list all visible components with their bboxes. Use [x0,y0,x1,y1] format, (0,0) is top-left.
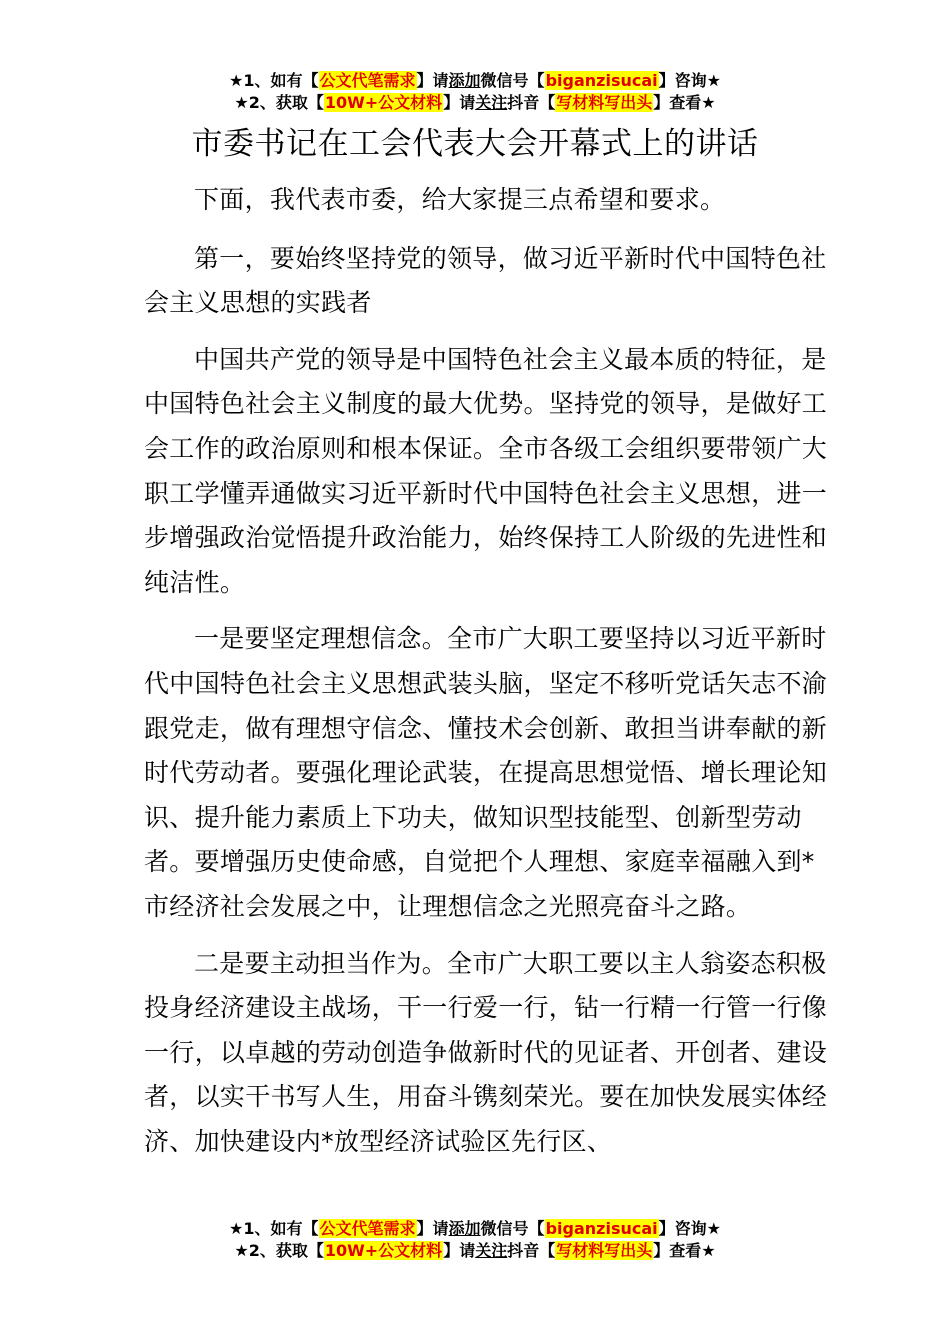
promo-underline: 关注 [475,1241,508,1260]
paragraph: 一是要坚定理想信念。全市广大职工要坚持以习近平新时代中国特色社会主义思想武装头脑，坚定不移听党话矢志不渝跟党走，做有理想守信念、懂技术会创新、敢担当讲奉献的新时代劳动者。要强化理论武装，在提高思想觉悟、增长理论知识、提升能力素质上下功夫，做知识型技能型、创新型劳动者。要增强历史使命感，自觉把个人理想、家庭幸福融入到*市经济社会发展之中，让理想信念之光照亮奋斗之路。 [144,624,828,921]
promo-text: ★1、如有【 [229,71,319,90]
promo-line-2 [0,92,950,114]
promo-text: 】咨询★ [658,71,721,90]
paragraph: 下面，我代表市委，给大家提三点希望和要求。 [194,185,726,214]
promo-text: 抖音【 [507,1241,556,1260]
promo-line-1 [0,1218,950,1240]
promo-text: 微信号【 [480,1219,545,1238]
promo-text: 】请 [443,1241,476,1260]
promo-line-1 [0,70,950,92]
promo-highlight: 公文代笔需求 [319,71,416,90]
promo-text: 】查看★ [653,1241,716,1260]
promo-text: 】请 [416,1219,449,1238]
document-body [144,178,834,1176]
promo-highlight: 10W+公文材料 [324,1241,443,1260]
promo-text: 抖音【 [507,93,556,112]
promo-underline: 添加 [448,1219,481,1238]
footer-promo-banner [0,1218,950,1262]
wechat-id-highlight: biganzisucai [545,1219,658,1238]
promo-highlight: 10W+公文材料 [324,93,443,112]
promo-line-2 [0,1240,950,1262]
promo-underline: 添加 [448,71,481,90]
promo-highlight: 公文代笔需求 [319,1219,416,1238]
wechat-id-highlight: biganzisucai [545,71,658,90]
promo-text: 】请 [443,93,476,112]
promo-text: ★2、获取【 [234,93,324,112]
promo-text: 】咨询★ [658,1219,721,1238]
promo-text: ★1、如有【 [229,1219,319,1238]
promo-text: 微信号【 [480,71,545,90]
douyin-id-highlight: 写材料写出头 [556,93,653,112]
promo-text: 】请 [416,71,449,90]
promo-text: ★2、获取【 [234,1241,324,1260]
document-title: 市委书记在工会代表大会开幕式上的讲话 [191,126,759,162]
douyin-id-highlight: 写材料写出头 [556,1241,653,1260]
paragraph: 二是要主动担当作为。全市广大职工要以主人翁姿态积极投身经济建设主战场，干一行爱一行，钻一行精一行管一行像一行，以卓越的劳动创造争做新时代的见证者、开创者、建设者，以实干书写人生，用奋斗镌刻荣光。要在加快发展实体经济、加快建设内*放型经济试验区先行区、 [144,948,828,1156]
promo-text: 】查看★ [653,93,716,112]
paragraph: 中国共产党的领导是中国特色社会主义最本质的特征，是中国特色社会主义制度的最大优势。坚持党的领导，是做好工会工作的政治原则和根本保证。全市各级工会组织要带领广大职工学懂弄通做实习近平新时代中国特色社会主义思想，进一步增强政治觉悟提升政治能力，始终保持工人阶级的先进性和纯洁性。 [144,344,828,597]
section-heading: 第一，要始终坚持党的领导，做习近平新时代中国特色社会主义思想的实践者 [144,243,827,318]
promo-underline: 关注 [475,93,508,112]
header-promo-banner [0,70,950,114]
